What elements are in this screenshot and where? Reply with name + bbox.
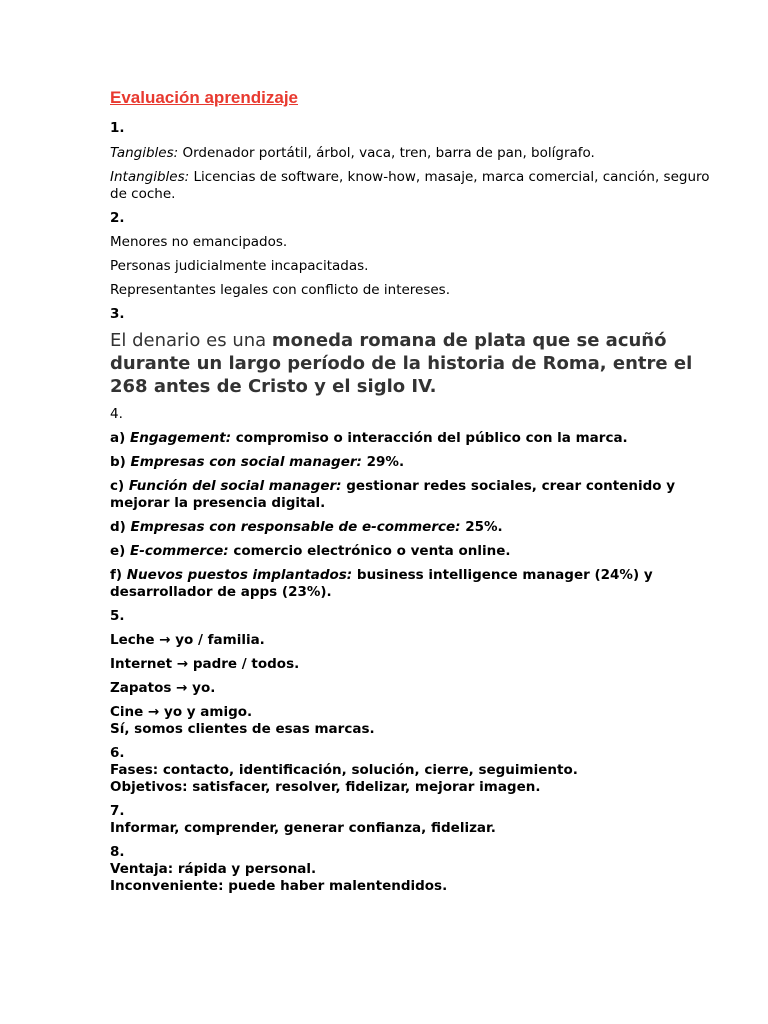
q5-item: Cine → yo y amigo.	[110, 704, 253, 720]
denario-bold: moneda romana de plata que se acuñó durante un largo período de la historia de Roma, entre el 268 antes de Cristo y el siglo IV.	[110, 330, 693, 397]
q4-prefix: b)	[110, 454, 131, 470]
q4-text: comercio electrónico o venta online.	[228, 543, 511, 559]
document-content	[110, 86, 710, 895]
denario-paragraph	[110, 329, 710, 398]
q4-prefix: f)	[110, 567, 127, 583]
q4-item-e	[110, 543, 710, 560]
tangibles-text: Ordenador portátil, árbol, vaca, tren, barra de pan, bolígrafo.	[178, 145, 595, 161]
document-title: Evaluación aprendizaje	[110, 88, 299, 107]
question-2-number: 2.	[110, 210, 125, 226]
q4-prefix: d)	[110, 519, 131, 535]
q8-line1: Ventaja: rápida y personal.	[110, 861, 317, 877]
intangibles-line	[110, 169, 710, 203]
q4-item-c	[110, 478, 710, 512]
q5-item: Leche → yo / familia.	[110, 632, 265, 648]
q5-item: Zapatos → yo.	[110, 680, 216, 696]
q2-item: Personas judicialmente incapacitadas.	[110, 258, 369, 274]
q4-item-b	[110, 454, 710, 471]
tangibles-label: Tangibles:	[110, 145, 179, 161]
q4-prefix: c)	[110, 478, 129, 494]
intangibles-label: Intangibles:	[110, 169, 190, 185]
q4-prefix: a)	[110, 430, 130, 446]
q4-label: Engagement:	[129, 430, 232, 446]
question-7-number: 7.	[110, 803, 125, 819]
q5-item: Internet → padre / todos.	[110, 656, 300, 672]
q4-text: 29%.	[361, 454, 405, 470]
q6-line1: Fases: contacto, identificación, solución, cierre, seguimiento.	[110, 762, 578, 778]
question-8-number: 8.	[110, 844, 125, 860]
q7-line1: Informar, comprender, generar confianza, fidelizar.	[110, 820, 496, 836]
tangibles-line	[110, 145, 710, 162]
q4-label: Nuevos puestos implantados:	[126, 567, 353, 583]
denario-lead: El denario es una	[110, 330, 272, 351]
q8-line2: Inconveniente: puede haber malentendidos.	[110, 878, 448, 894]
question-1-number: 1.	[110, 120, 125, 136]
question-4-number: 4.	[110, 406, 123, 422]
q4-item-f	[110, 567, 710, 601]
q4-label: Empresas con responsable de e-commerce:	[130, 519, 461, 535]
q4-text: compromiso o interacción del público con la marca.	[231, 430, 628, 446]
q4-label: Empresas con social manager:	[130, 454, 362, 470]
q4-prefix: e)	[110, 543, 131, 559]
intangibles-text: Licencias de software, know-how, masaje, marca comercial, canción, seguro de coche.	[110, 169, 710, 202]
q4-text: 25%.	[460, 519, 503, 535]
q4-item-a	[110, 430, 710, 447]
q4-label: Función del social manager:	[128, 478, 342, 494]
question-3-number: 3.	[110, 306, 125, 322]
q4-label: E-commerce:	[130, 543, 229, 559]
q4-text: business intelligence manager (24%) y desarrollador de apps (23%).	[110, 567, 653, 600]
question-5-number: 5.	[110, 608, 125, 624]
q4-text: gestionar redes sociales, crear contenido y mejorar la presencia digital.	[110, 478, 676, 511]
question-6-number: 6.	[110, 745, 125, 761]
q2-item: Menores no emancipados.	[110, 234, 288, 250]
q6-line2: Objetivos: satisfacer, resolver, fidelizar, mejorar imagen.	[110, 779, 541, 795]
q2-item: Representantes legales con conflicto de intereses.	[110, 282, 451, 298]
q4-item-d	[110, 519, 710, 536]
q5-extra: Sí, somos clientes de esas marcas.	[110, 721, 375, 737]
